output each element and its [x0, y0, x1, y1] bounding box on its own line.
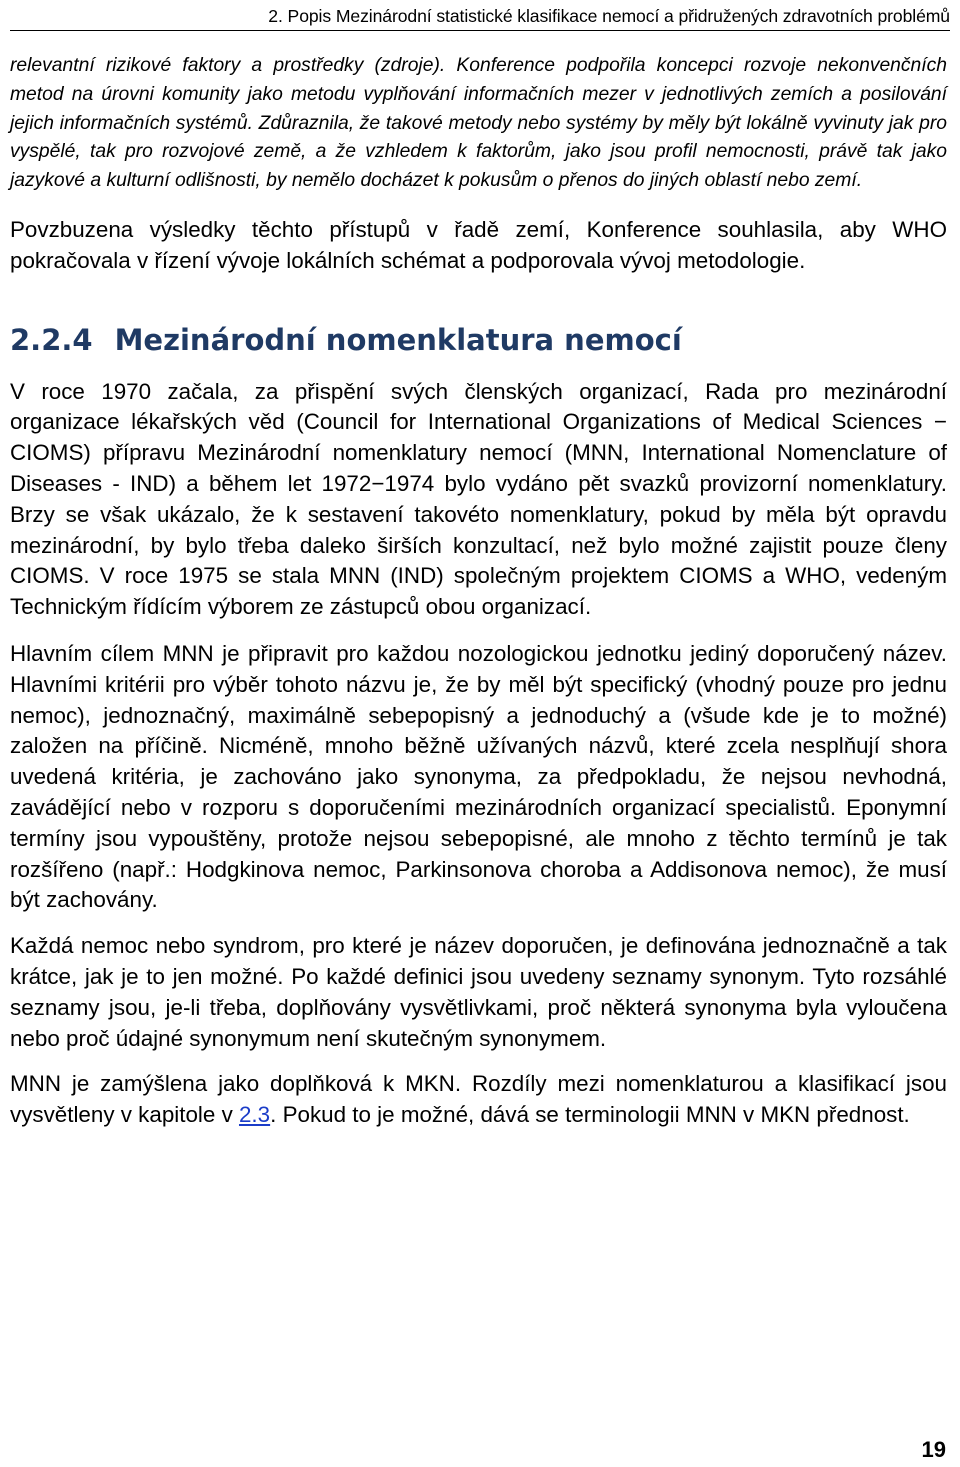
paragraph-mnn-mkn-text-1: MNN je zamýšlena jako doplňková k MKN. Rozdíly mezi nomenklaturou a klasifikací jsou vysvětleny v kapitole v [10, 1071, 947, 1128]
paragraph-mnn-mkn-text-2: . Pokud to je možné, dává se terminologii MNN v MKN přednost. [270, 1102, 910, 1128]
paragraph-mnn-mkn [10, 1069, 947, 1131]
paragraph-mnn-history: V roce 1970 začala, za přispění svých členských organizací, Rada pro mezinárodní organizace lékařských věd (Council for International Organizations of Medical Sciences − CIOMS) přípravu Mezinárodní nomenklatury nemocí (MNN, International Nomenclature of Diseases - IND) a během let 1972−1974 bylo vydáno pět svazků provizorní nomenklatury. Brzy se však ukázalo, že k sestavení takovéto nomenklatury, pokud by měla být opravdu mezinárodní, by bylo třeba daleko širších konzultací, než bylo možné zajistit pouze členy CIOMS. V roce 1975 se stala MNN (IND) společným projektem CIOMS a WHO, vedeným Technickým řídícím výborem ze zástupců obou organizací. [10, 378, 947, 620]
paragraph-conference-outcome: relevantní rizikové faktory a prostředky (zdroje). Konference podpořila koncepci rozvoje nekonvenčních metod na úrovni komunity jako metodu vyplňování informačních mezer v jednotlivých zemích a posilování jejich informačních systémů. Zdůraznila, že takové metody nebo systémy by měly být lokálně vyvinuty jak pro vyspělé, tak pro rozvojové země, a že vzhledem k faktorům, jako jsou profil nemocnosti, právě tak jako jazykové a kulturní odlišnosti, by nemělo docházet k pokusům o přenos do jiných oblastí nebo zemí. [10, 55, 947, 192]
section-heading [10, 320, 947, 360]
running-header-title: 2. Popis Mezinárodní statistické klasifikace nemocí a přidružených zdravotních problémů [268, 6, 950, 26]
section-title: Mezinárodní nomenklatura nemocí [114, 322, 682, 357]
paragraph-mnn-goal: Hlavním cílem MNN je připravit pro každou nozologickou jednotku jediný doporučený název. Hlavními kritérii pro výběr tohoto názvu je, že by měl být specifický (vhodný pouze pro jednu nemoc), jednoznačný, maximálně sebepopisný a jednoduchý a (všude kde je to možné) založen na příčině. Nicméně, mnoho běžně užívaných názvů, které zcela nesplňují shora uvedená kritéria, je zachováno jako synonyma, za předpokladu, že nejsou nevhodná, zavádějící nebo v rozporu s doporučeními mezinárodních organizací specialistů. Eponymní termíny jsou vypouštěny, protože nejsou sebepopisné, ale mnoho z těchto termínů je tak rozšířeno (např.: Hodgkinova nemoc, Parkinsonova choroba a Addisonova nemoc), že musí být zachovány. [10, 640, 947, 913]
section-number: 2.2.4 [10, 322, 93, 357]
page-body [10, 52, 947, 1131]
paragraph-who-development: Povzbuzena výsledky těchto přístupů v řadě zemí, Konference souhlasila, aby WHO pokračovala v řízení vývoje lokálních schémat a podporovala vývoj metodologie. [10, 216, 947, 273]
chapter-cross-reference-link[interactable]: 2.3 [238, 1102, 271, 1128]
paragraph-definitions: Každá nemoc nebo syndrom, pro které je název doporučen, je definována jednoznačně a tak krátce, jak je to jen možné. Po každé definici jsou uvedeny seznamy synonym. Tyto rozsáhlé seznamy jsou, je-li třeba, doplňovány vysvětlivkami, proč některá synonyma byla vyloučena nebo proč údajné synonymum není skutečným synonymem. [10, 933, 947, 1051]
running-header [10, 4, 950, 31]
page-number: 19 [921, 1437, 946, 1462]
